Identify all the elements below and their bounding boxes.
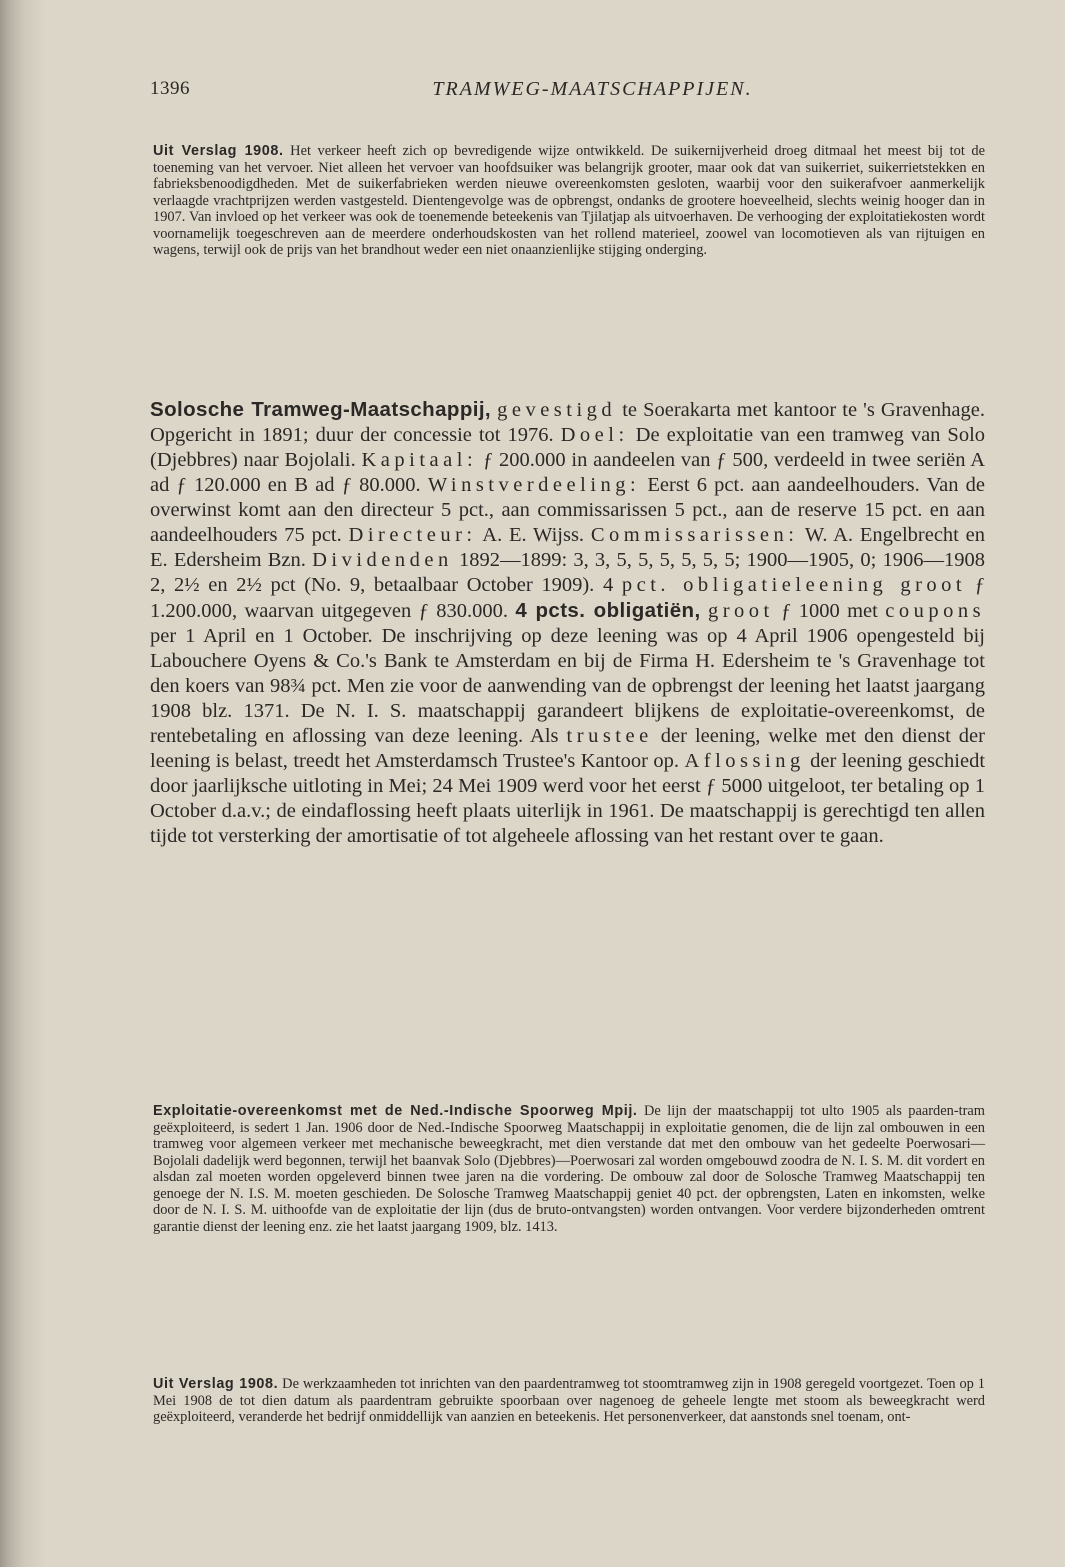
section-body: De lijn der maatschappij tot ulto 1905 als paarden-tram geëxploiteerd, is sedert 1 Jan. 1906 door de Ned.-Indische Spoorweg Maatschappij in exploitatie genomen, die de lijn zal ombouwen in een tramweg voor algemeen verkeer met mechanische beweegkracht, met dien verstande dat met den ombouw van het gedeelte Poerwosari—Bojolali dadelijk werd begonnen, terwijl het baanvak Solo (Djebbres)—Poerwosari zal worden omgebouwd zoodra de N. I. S. M. dit vordert en alsdan zal moeten worden opgeleverd binnen twee jaren na die vordering. De ombouw zal door de Solosche Tramweg Maatschappij ten genoege der N. I.S. M. moeten geschieden. De Solosche Tramweg Maatschappij geniet 40 pct. der opbrengsten, Laten en inkomsten, welke door de N. I. S. M. uithoofde van de exploitatie der lijn (dus de bruto-ontvangsten) worden ontvangen. Voor verdere bijzonderheden omtrent garantie dienst der leening enz. zie het laatst jaargang 1909, blz. 1413. — [153, 1103, 985, 1235]
section-lead: Exploitatie-overeenkomst met de Ned.-Indische Spoorweg Mpij. — [153, 1103, 638, 1119]
label-dividenden: Dividenden — [312, 549, 453, 571]
section-uit-verslag-1908-first — [153, 143, 985, 259]
text-kapitaal: ƒ 200.000 in aandeelen van ƒ 500, verdeeld in twee seriën A ad ƒ 120.000 en B ad ƒ 80.000. — [150, 449, 985, 496]
book-binding-shadow — [0, 0, 46, 1567]
text-coupons: per 1 April en 1 October. De inschrijving op deze leening was op 4 April 1906 opengesteld bij Labouchere Oyens & Co.'s Bank te Amsterdam en bij de Firma H. Edersheim te 's Gravenhage tot den koers van 98¾ pct. Men zie voor de aanwending van de opbrengst der leening het laatst jaargang 1908 blz. 1371. De N. I. S. maatschappij garandeert blijkens de exploitatie-overeenkomst, de rentebetaling en aflossing van deze leening. Als — [150, 625, 985, 747]
text-obligatieleening: ƒ 1.200.000, waarvan uitgegeven ƒ 830.000. — [150, 574, 986, 622]
text-trustee: der leening, welke met den dienst der leening is belast, treedt het Amsterdamsch Trustee's Kantoor op. — [150, 725, 985, 772]
section-exploitatie-overeenkomst — [153, 1103, 985, 1235]
label-trustee: trustee — [566, 725, 653, 747]
running-title: TRAMWEG-MAATSCHAPPIJEN. — [432, 78, 753, 100]
section-lead: Uit Verslag 1908. — [153, 1376, 279, 1392]
label-groot: groot — [707, 600, 774, 622]
text-commissarissen: W. A. Engelbrecht en E. Edersheim Bzn. — [150, 524, 986, 571]
company-name: Solosche Tramweg-Maatschappij, — [150, 398, 492, 421]
text-seat: te Soerakarta met kantoor te 's Gravenhage. Opgericht in 1891; duur der concessie tot 1976. — [150, 399, 986, 446]
text-groot: ƒ 1000 met — [781, 600, 878, 622]
section-lead: Uit Verslag 1908. — [153, 143, 284, 159]
text-directeur: A. E. Wijss. — [482, 524, 585, 546]
label-gevestigd: gevestigd — [497, 399, 617, 421]
text-aflossing: der leening geschiedt door jaarlijksche uitloting in Mei; 24 Mei 1909 werd voor het eerst ƒ 5000 uitgeloot, ter betaling op 1 October d.a.v.; de eindaflossing heeft plaats uiterlijk in 1961. De maatschappij is gerechtigd ten allen tijde tot versterking der amortisatie of tot algeheele aflossing van het restant over te gaan. — [150, 750, 986, 847]
label-directeur: Directeur: — [348, 524, 477, 546]
text-doel: De exploitatie van een tramweg van Solo (Djebbres) naar Bojolali. — [150, 424, 986, 471]
label-commissarissen: Commissarissen: — [590, 524, 799, 546]
label-kapitaal: Kapitaal: — [361, 449, 478, 471]
label-obligatieleening: pct. obligatieleening groot — [621, 574, 967, 596]
section-uit-verslag-1908-second — [153, 1376, 985, 1426]
text-dividenden: 1892—1899: 3, 3, 5, 5, 5, 5, 5, 5; 1900—1905, 0; 1906—1908 2, 2½ en 2½ pct (No. 9, betaalbaar October 1909). 4 — [150, 549, 985, 596]
section-body: Het verkeer heeft zich op bevredigende wijze ontwikkeld. De suikernijverheid droeg ditmaal het meest bij tot de toeneming van het vervoer. Niet alleen het vervoer van hoofdsuiker was belangrijk grooter, maar ook dat van suikerriet, suikerrietstekken en fabrieksbenoodigdheden. Met de suikerfabrieken werden nieuwe overeenkomsten gesloten, waarbij voor den suikerafvoer aanmerkelijk verlaagde vrachtprijzen werden vastgesteld. Dientengevolge was de opbrengst, ondanks de grootere hoeveelheid, slechts weinig hooger dan in 1907. Van invloed op het verkeer was ook de toenemende beteekenis van Tjilatjap als uitvoerhaven. De verhooging der exploitatiekosten wordt voornamelijk toegeschreven aan de meerdere onderhoudskosten van het rollend materieel, zoowel van locomotieven als van rijtuigen en wagens, terwijl ook de prijs van het brandhout weder een niet onaanzienlijke stijging onderging. — [153, 143, 985, 258]
section-body: De werkzaamheden tot inrichten van den paardentramweg tot stoomtramweg zijn in 1908 geregeld voortgezet. Toen op 1 Mei 1908 de tot dien datum als paardentram gebruikte spoorbaan over nagenoeg de geheele lengte met stoom als beweegkracht werd geëxploiteerd, veranderde het bedrijf onmiddellijk van aanzien en beteekenis. Het personenverkeer, dat aanstonds snel toenam, ont- — [153, 1376, 985, 1425]
running-head — [150, 78, 985, 108]
book-page — [150, 0, 985, 1567]
page-number: 1396 — [150, 78, 190, 99]
label-doel: Doel: — [560, 424, 629, 446]
label-aflossing: Aflossing — [684, 750, 805, 772]
label-coupons: coupons — [885, 600, 986, 622]
text-winstverdeeling: Eerst 6 pct. aan aandeelhouders. Van de overwinst komt aan den directeur 5 pct., aan commissarissen 5 pct., aan de reserve 15 pct. en aan aandeelhouders 75 pct. — [150, 474, 985, 546]
label-obligatien: 4 pcts. obligatiën, — [515, 599, 701, 622]
section-solosche-tramweg — [150, 397, 985, 849]
label-winstverdeeling: Winstverdeeling: — [427, 474, 641, 496]
